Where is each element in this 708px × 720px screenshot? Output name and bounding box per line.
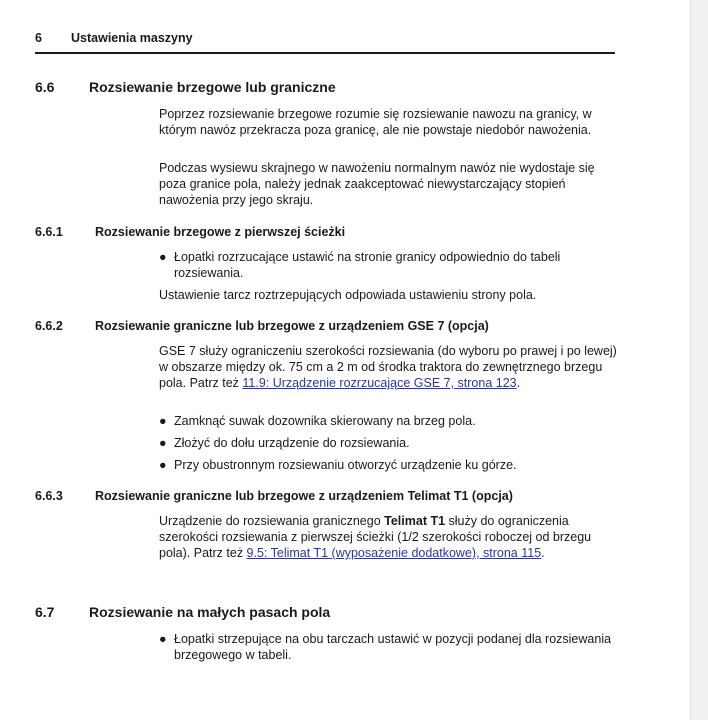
section-title: Rozsiewanie brzegowe lub graniczne [89,79,336,95]
paragraph [159,513,619,561]
bullet-icon: ● [159,436,167,450]
bullet-icon: ● [159,458,167,472]
paragraph-end: . [516,376,521,390]
bullet-item [159,631,614,663]
paragraph-text: Ustawienie tarcz roztrzepujących odpowiada ustawieniu strony pola. [159,288,537,302]
paragraph-text: służy do ograniczenia szerokości rozsiewania z pierwszej ścieżki (1/2 szerokości roboczej od brzegu pola). Patrz też [159,514,592,560]
bullet-item [159,413,614,429]
paragraph [159,106,619,138]
bullet-item [159,457,614,473]
subsection-number: 6.6.2 [35,319,63,333]
paragraph [159,343,619,391]
section-number: 6.7 [35,604,55,620]
header-chapter-number: 6 [35,31,42,45]
subsection-number: 6.6.1 [35,225,63,239]
bullet-item [159,249,614,281]
cross-reference-link[interactable]: 9.5: Telimat T1 (wyposażenie dodatkowe), strona 115 [246,546,542,560]
bullet-text: Przy obustronnym rozsiewaniu otworzyć urządzenie ku górze. [174,458,517,472]
paragraph-text: Poprzez rozsiewanie brzegowe rozumie się rozsiewanie nawozu na granicy, w którym nawóz przekracza poza granicę, ale nie powstaje niedobór nawożenia. [159,107,592,137]
subsection-title: Rozsiewanie graniczne lub brzegowe z urządzeniem Telimat T1 (opcja) [95,489,513,503]
bullet-text: Łopatki rozrzucające ustawić na stronie granicy odpowiednio do tabeli rozsiewania. [174,250,561,280]
subsection-number: 6.6.3 [35,489,63,503]
subsection-title: Rozsiewanie brzegowe z pierwszej ścieżki [95,225,346,239]
bullet-text: Łopatki strzepujące na obu tarczach ustawić w pozycji podanej dla rozsiewania brzegowego w tabeli. [174,632,612,662]
header-chapter-title: Ustawienia maszyny [71,31,193,45]
bullet-text: Zamknąć suwak dozownika skierowany na brzeg pola. [174,414,476,428]
bullet-item [159,435,614,451]
product-name: Telimat T1 [384,514,446,528]
paragraph [159,287,619,303]
bullet-icon: ● [159,250,167,264]
bullet-icon: ● [159,632,167,646]
vertical-scrollbar[interactable] [690,0,708,720]
paragraph-text: GSE 7 służy ograniczeniu szerokości rozsiewania (do wyboru po prawej i po lewej) w obszarze między ok. 75 cm a 2 m od środka traktora do zewnętrznego brzegu pola. Patrz też [159,344,617,390]
paragraph [159,160,619,208]
section-title: Rozsiewanie na małych pasach pola [89,604,331,620]
bullet-text: Złożyć do dołu urządzenie do rozsiewania. [174,436,410,450]
paragraph-text: Urządzenie do rozsiewania granicznego [159,514,385,528]
bullet-icon: ● [159,414,167,428]
header-rule [35,52,615,54]
paragraph-text: Podczas wysiewu skrajnego w nawożeniu normalnym nawóz nie wydostaje się poza granice pola, należy jednak zaakceptować niewystarczający stopień nawożenia przy jego skraju. [159,161,595,207]
subsection-title: Rozsiewanie graniczne lub brzegowe z urządzeniem GSE 7 (opcja) [95,319,489,333]
paragraph-end: . [541,546,545,560]
section-number: 6.6 [35,79,55,95]
cross-reference-link[interactable]: 11.9: Urządzenie rozrzucające GSE 7, strona 123 [242,376,517,390]
